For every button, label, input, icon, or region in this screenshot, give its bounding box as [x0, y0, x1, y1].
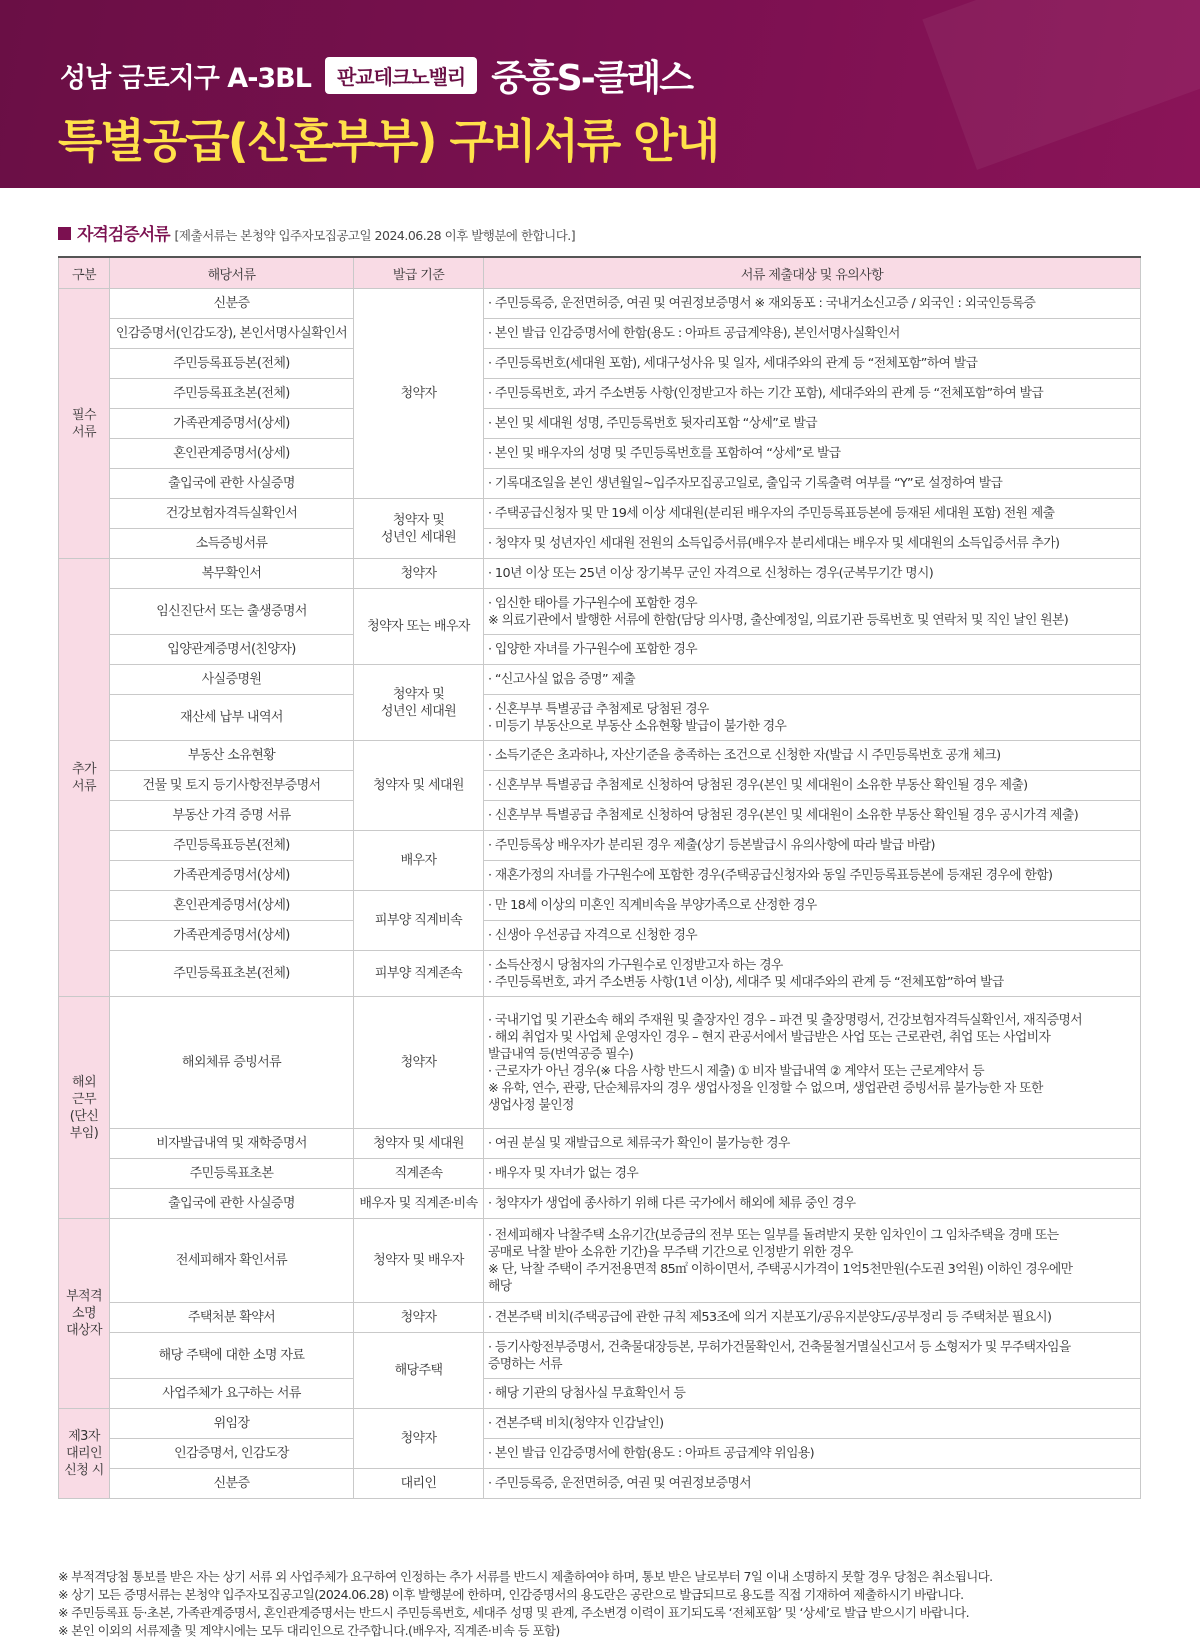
table-row	[59, 921, 1141, 951]
note-cell	[484, 1439, 1141, 1469]
table-row	[59, 771, 1141, 801]
category-line: 서류	[72, 778, 96, 794]
site-name: 성남 금토지구 A-3BL	[60, 63, 311, 94]
note-line: · 소득산정시 당첨자의 가구원수로 인정받고자 하는 경우	[488, 957, 783, 973]
page-header	[0, 0, 1200, 188]
doc-name: 가족관계증명서(상세)	[110, 861, 354, 891]
note-cell	[484, 665, 1141, 695]
note-cell	[484, 379, 1141, 409]
table-row	[59, 589, 1141, 635]
issuer-line: 성년인 세대원	[380, 529, 457, 545]
note-cell	[484, 1333, 1141, 1379]
section-note: [제출서류는 본청약 입주자모집공고일 2024.06.28 이후 발행분에 한합니다.]	[174, 228, 576, 243]
section-title: 자격검증서류	[77, 225, 170, 245]
issuer-cell: 피부양 직계비속	[354, 891, 484, 951]
note-cell	[484, 997, 1141, 1129]
section-heading	[58, 220, 575, 245]
issuer-cell: 청약자 및 세대원	[354, 1129, 484, 1159]
category-line: 추가	[72, 761, 96, 777]
table-row	[59, 665, 1141, 695]
note-line: · 해외 취업자 및 사업체 운영자인 경우 – 현지 관공서에서 발급받은 사업 또는 근로관련, 취업 또는 사업비자	[488, 1029, 1051, 1045]
note-line: · 미등기 부동산으로 부동산 소유현황 발급이 불가한 경우	[488, 718, 787, 734]
issuer-cell: 피부양 직계존속	[354, 951, 484, 997]
note-line: 공매로 낙찰 받아 소유한 기간)을 무주택 기간으로 인정받기 위한 경우	[488, 1244, 853, 1260]
note-line: ※ 단, 낙찰 주택이 주거전용면적 85㎡ 이하이면서, 주택공시가격이 1억5천만원(수도권 3억원) 이하인 경우에만	[488, 1261, 1073, 1277]
note-cell	[484, 1409, 1141, 1439]
doc-name: 주민등록표등본(전체)	[110, 831, 354, 861]
issuer-cell	[354, 665, 484, 741]
doc-name: 건강보험자격득실확인서	[110, 499, 354, 529]
footnote: ※ 부적격당첨 통보를 받은 자는 상기 서류 외 사업주체가 요구하여 인정하는 추가 서류를 반드시 제출하여야 하며, 통보 받은 날로부터 7일 이내 소명하지 못할 경우 당첨은 취소됩니다.	[58, 1569, 993, 1584]
note-line: · 본인 및 배우자의 성명 및 주민등록번호를 포함하여 “상세”로 발급	[488, 446, 841, 461]
table-row	[59, 529, 1141, 559]
note-line: ※ 유학, 연수, 관광, 단순체류자의 경우 생업사정을 인정할 수 없으며, 생업관련 증빙서류 불가능한 자 또한	[488, 1080, 1043, 1096]
doc-name: 비자발급내역 및 재학증명서	[110, 1129, 354, 1159]
category-line: 대상자	[66, 1323, 102, 1338]
category-proxy	[59, 1409, 110, 1499]
note-cell	[484, 1469, 1141, 1499]
note-cell	[484, 921, 1141, 951]
issuer-cell: 청약자 또는 배우자	[354, 589, 484, 665]
table-row	[59, 635, 1141, 665]
note-cell	[484, 891, 1141, 921]
col-header-category: 구분	[59, 257, 110, 289]
doc-name: 주민등록표등본(전체)	[110, 349, 354, 379]
note-cell	[484, 559, 1141, 589]
doc-name: 가족관계증명서(상세)	[110, 921, 354, 951]
issuer-cell: 해당주택	[354, 1333, 484, 1409]
category-overseas	[59, 997, 110, 1219]
footnote: ※ 본인 이외의 서류제출 및 계약시에는 모두 대리인으로 간주합니다.(배우자, 직계존·비속 등 포함)	[58, 1623, 560, 1638]
note-cell	[484, 1189, 1141, 1219]
brand-logo: 중흥S-클래스	[491, 58, 692, 99]
table-row	[59, 1439, 1141, 1469]
note-cell	[484, 289, 1141, 319]
note-line: · 근로자가 아닌 경우(※ 다음 사항 반드시 제출) ① 비자 발급내역 ② 계약서 또는 근로계약서 등	[488, 1063, 985, 1079]
doc-name: 복무확인서	[110, 559, 354, 589]
table-header-row	[59, 257, 1141, 289]
category-line: 부임)	[69, 1125, 99, 1141]
note-cell	[484, 801, 1141, 831]
note-line: · 전세피해자 낙찰주택 소유기간(보증금의 전부 또는 일부를 돌려받지 못한 임차인이 그 임차주택을 경매 또는	[488, 1227, 1059, 1243]
footnotes	[58, 1568, 993, 1640]
note-cell	[484, 409, 1141, 439]
note-line: · 신혼부부 특별공급 추첨제로 신청하여 당첨된 경우(본인 및 세대원이 소유한 부동산 확인될 경우 제출)	[488, 778, 1028, 793]
note-cell	[484, 319, 1141, 349]
issuer-cell: 배우자 및 직계존·비속	[354, 1189, 484, 1219]
doc-name: 사실증명원	[110, 665, 354, 695]
note-line: · 주민등록상 배우자가 분리된 경우 제출(상기 등본발급시 유의사항에 따라 발급 바람)	[488, 838, 935, 853]
table-row	[59, 1189, 1141, 1219]
category-required	[59, 289, 110, 559]
note-line: · 임신한 태아를 가구원수에 포함한 경우	[488, 595, 697, 611]
issuer-cell: 청약자	[354, 559, 484, 589]
issuer-cell: 청약자	[354, 289, 484, 499]
doc-name: 혼인관계증명서(상세)	[110, 891, 354, 921]
table-row	[59, 1129, 1141, 1159]
category-line: 제3자	[68, 1429, 100, 1444]
category-additional	[59, 559, 110, 997]
category-line: (단신	[69, 1108, 99, 1124]
doc-name: 건물 및 토지 등기사항전부증명서	[110, 771, 354, 801]
category-line: 필수	[72, 407, 96, 423]
table-row	[59, 1303, 1141, 1333]
table-row	[59, 1379, 1141, 1409]
page-title: 특별공급(신혼부부) 구비서류 안내	[58, 114, 719, 168]
issuer-line: 청약자 및	[392, 686, 445, 702]
issuer-cell	[354, 499, 484, 559]
note-cell	[484, 1129, 1141, 1159]
table-row	[59, 801, 1141, 831]
doc-name: 위임장	[110, 1409, 354, 1439]
note-cell	[484, 951, 1141, 997]
note-line: · 신혼부부 특별공급 추첨제로 신청하여 당첨된 경우(본인 및 세대원이 소유한 부동산 확인될 경우 공시가격 제출)	[488, 808, 1079, 823]
note-line: · 본인 발급 인감증명서에 한함(용도 : 아파트 공급계약 위임용)	[488, 1446, 814, 1461]
note-line: 해당	[488, 1278, 512, 1294]
note-line: · 만 18세 이상의 미혼인 직계비속을 부양가족으로 산정한 경우	[488, 898, 817, 913]
table-row	[59, 1159, 1141, 1189]
note-cell	[484, 831, 1141, 861]
note-line: · 배우자 및 자녀가 없는 경우	[488, 1166, 639, 1181]
note-cell	[484, 1303, 1141, 1333]
note-cell	[484, 635, 1141, 665]
table-row	[59, 379, 1141, 409]
doc-name: 신분증	[110, 289, 354, 319]
table-row	[59, 741, 1141, 771]
doc-name: 소득증빙서류	[110, 529, 354, 559]
table-row	[59, 831, 1141, 861]
table-row	[59, 1409, 1141, 1439]
note-cell	[484, 349, 1141, 379]
note-line: · 신생아 우선공급 자격으로 신청한 경우	[488, 928, 697, 943]
note-line: · 청약자가 생업에 종사하기 위해 다른 국가에서 해외에 체류 중인 경우	[488, 1196, 856, 1211]
table-row	[59, 695, 1141, 741]
note-line: · 주민등록번호(세대원 포함), 세대구성사유 및 일자, 세대주와의 관계 등 “전체포함”하여 발급	[488, 356, 978, 371]
note-cell	[484, 1159, 1141, 1189]
note-line: · 주민등록번호, 과거 주소변동 사항(인정받고자 하는 기간 포함), 세대주와의 관계 등 “전체포함”하여 발급	[488, 386, 1044, 401]
note-cell	[484, 589, 1141, 635]
footnote: ※ 상기 모든 증명서류는 본청약 입주자모집공고일(2024.06.28) 이후 발행분에 한하며, 인감증명서의 용도란은 공란으로 발급되므로 용도를 직접 기재하여 제출하시기 바랍니다.	[58, 1587, 964, 1602]
doc-name: 주택처분 확약서	[110, 1303, 354, 1333]
category-line: 서류	[72, 424, 96, 440]
note-cell	[484, 1219, 1141, 1303]
table-row	[59, 499, 1141, 529]
col-header-notes: 서류 제출대상 및 유의사항	[484, 257, 1141, 289]
doc-name: 부동산 가격 증명 서류	[110, 801, 354, 831]
doc-name: 임신진단서 또는 출생증명서	[110, 589, 354, 635]
note-line: · 기록대조일을 본인 생년월일~입주자모집공고일로, 출입국 기록출력 여부를 “Y”로 설정하여 발급	[488, 476, 1003, 491]
doc-name: 혼인관계증명서(상세)	[110, 439, 354, 469]
table-row	[59, 409, 1141, 439]
doc-name: 인감증명서, 인감도장	[110, 1439, 354, 1469]
doc-name: 주민등록표초본	[110, 1159, 354, 1189]
doc-name: 부동산 소유현황	[110, 741, 354, 771]
category-line: 신청 시	[64, 1463, 104, 1478]
table-row	[59, 861, 1141, 891]
category-ineligible	[59, 1219, 110, 1409]
note-cell	[484, 499, 1141, 529]
table-row	[59, 891, 1141, 921]
table-row	[59, 289, 1141, 319]
note-cell	[484, 741, 1141, 771]
col-header-document: 해당서류	[110, 257, 354, 289]
issuer-cell: 청약자	[354, 1409, 484, 1469]
issuer-cell: 청약자	[354, 997, 484, 1129]
note-line: · 견본주택 비치(주택공급에 관한 규칙 제53조에 의거 지분포기/공유지분양도/공부정리 등 주택처분 필요시)	[488, 1310, 1052, 1325]
note-line: · 10년 이상 또는 25년 이상 장기복무 군인 자격으로 신청하는 경우(군복무기간 명시)	[488, 566, 934, 581]
square-bullet-icon	[58, 227, 71, 240]
table-row	[59, 349, 1141, 379]
issuer-cell: 배우자	[354, 831, 484, 891]
note-line: · 국내기업 및 기관소속 해외 주재원 및 출장자인 경우 – 파견 및 출장명령서, 건강보험자격득실확인서, 재직증명서	[488, 1012, 1083, 1028]
note-line: · 여권 분실 및 재발급으로 체류국가 확인이 불가능한 경우	[488, 1136, 790, 1151]
table-row	[59, 559, 1141, 589]
footnote: ※ 주민등록표 등·초본, 가족관계증명서, 혼인관계증명서는 반드시 주민등록번호, 세대주 성명 및 관계, 주소변경 이력이 표기되도록 ‘전체포함’ 및 ‘상세’로 발급 받으시기 바랍니다.	[58, 1605, 969, 1620]
issuer-cell: 대리인	[354, 1469, 484, 1499]
note-cell	[484, 439, 1141, 469]
category-line: 대리인	[66, 1446, 102, 1461]
note-line: ※ 의료기관에서 발행한 서류에 한함(담당 의사명, 출산예정일, 의료기관 등록번호 및 연락처 및 직인 날인 원본)	[488, 612, 1069, 628]
documents-table	[58, 256, 1141, 1499]
note-line: · 주민등록증, 운전면허증, 여권 및 여권정보증명서	[488, 1476, 751, 1491]
note-line: · 본인 발급 인감증명서에 한함(용도 : 아파트 공급계약용), 본인서명사실확인서	[488, 326, 900, 341]
issuer-cell: 청약자 및 배우자	[354, 1219, 484, 1303]
doc-name: 해외체류 증빙서류	[110, 997, 354, 1129]
table-row	[59, 1219, 1141, 1303]
note-line: · 소득기준은 초과하나, 자산기준을 충족하는 조건으로 신청한 자(발급 시 주민등록번호 공개 체크)	[488, 748, 1001, 763]
note-line: · 신혼부부 특별공급 추첨제로 당첨된 경우	[488, 701, 709, 717]
note-cell	[484, 695, 1141, 741]
note-line: · 해당 기관의 당첨사실 무효확인서 등	[488, 1386, 686, 1401]
col-header-issuer: 발급 기준	[354, 257, 484, 289]
note-line: · 주민등록증, 운전면허증, 여권 및 여권정보증명서 ※ 재외동포 : 국내거소신고증 / 외국인 : 외국인등록증	[488, 296, 1036, 311]
note-cell	[484, 861, 1141, 891]
category-line: 해외	[72, 1074, 96, 1090]
category-line: 소명	[72, 1306, 96, 1321]
table-row	[59, 951, 1141, 997]
note-line: · 본인 및 세대원 성명, 주민등록번호 뒷자리포함 “상세”로 발급	[488, 416, 818, 431]
note-line: · 입양한 자녀를 가구원수에 포함한 경우	[488, 642, 697, 657]
issuer-cell: 청약자	[354, 1303, 484, 1333]
note-cell	[484, 469, 1141, 499]
note-line: · “신고사실 없음 증명” 제출	[488, 672, 636, 687]
note-cell	[484, 529, 1141, 559]
note-line: · 청약자 및 성년자인 세대원 전원의 소득입증서류(배우자 분리세대는 배우자 및 세대원의 소득입증서류 추가)	[488, 536, 1060, 551]
note-line: · 재혼가정의 자녀를 가구원수에 포함한 경우(주택공급신청자와 동일 주민등록표등본에 등재된 경우에 한함)	[488, 868, 1053, 883]
doc-name: 신분증	[110, 1469, 354, 1499]
doc-name: 가족관계증명서(상세)	[110, 409, 354, 439]
doc-name: 전세피해자 확인서류	[110, 1219, 354, 1303]
doc-name: 출입국에 관한 사실증명	[110, 469, 354, 499]
note-line: · 견본주택 비치(청약자 인감날인)	[488, 1416, 664, 1431]
doc-name: 해당 주택에 대한 소명 자료	[110, 1333, 354, 1379]
issuer-line: 성년인 세대원	[380, 703, 457, 719]
note-line: · 등기사항전부증명서, 건축물대장등본, 무허가건물확인서, 건축물철거멸실신고서 등 소형저가 및 무주택자임을	[488, 1339, 1071, 1355]
doc-name: 주민등록표초본(전체)	[110, 951, 354, 997]
issuer-cell: 직계존속	[354, 1159, 484, 1189]
location-badge: 판교테크노밸리	[325, 57, 477, 94]
table-row	[59, 469, 1141, 499]
header-line	[60, 50, 692, 101]
doc-name: 사업주체가 요구하는 서류	[110, 1379, 354, 1409]
category-line: 부적격	[66, 1289, 102, 1304]
issuer-cell: 청약자 및 세대원	[354, 741, 484, 831]
header-decoration	[922, 0, 1200, 170]
table-row	[59, 319, 1141, 349]
issuer-line: 청약자 및	[392, 512, 445, 528]
category-line: 근무	[72, 1091, 96, 1107]
table-row	[59, 439, 1141, 469]
note-line: · 주민등록번호, 과거 주소변동 사항(1년 이상), 세대주 및 세대주와의 관계 등 “전체포함”하여 발급	[488, 974, 1004, 990]
table-row	[59, 1333, 1141, 1379]
note-line: 생업사정 불인정	[488, 1097, 574, 1113]
doc-name: 입양관계증명서(친양자)	[110, 635, 354, 665]
doc-name: 주민등록표초본(전체)	[110, 379, 354, 409]
note-cell	[484, 771, 1141, 801]
doc-name: 재산세 납부 내역서	[110, 695, 354, 741]
table-row	[59, 997, 1141, 1129]
note-line: · 주택공급신청자 및 만 19세 이상 세대원(분리된 배우자의 주민등록표등본에 등재된 세대원 포함) 전원 제출	[488, 506, 1055, 521]
doc-name: 인감증명서(인감도장), 본인서명사실확인서	[110, 319, 354, 349]
doc-name: 출입국에 관한 사실증명	[110, 1189, 354, 1219]
table-row	[59, 1469, 1141, 1499]
note-line: 증명하는 서류	[488, 1356, 563, 1372]
note-line: 발급내역 등(번역공증 필수)	[488, 1046, 634, 1062]
note-cell	[484, 1379, 1141, 1409]
